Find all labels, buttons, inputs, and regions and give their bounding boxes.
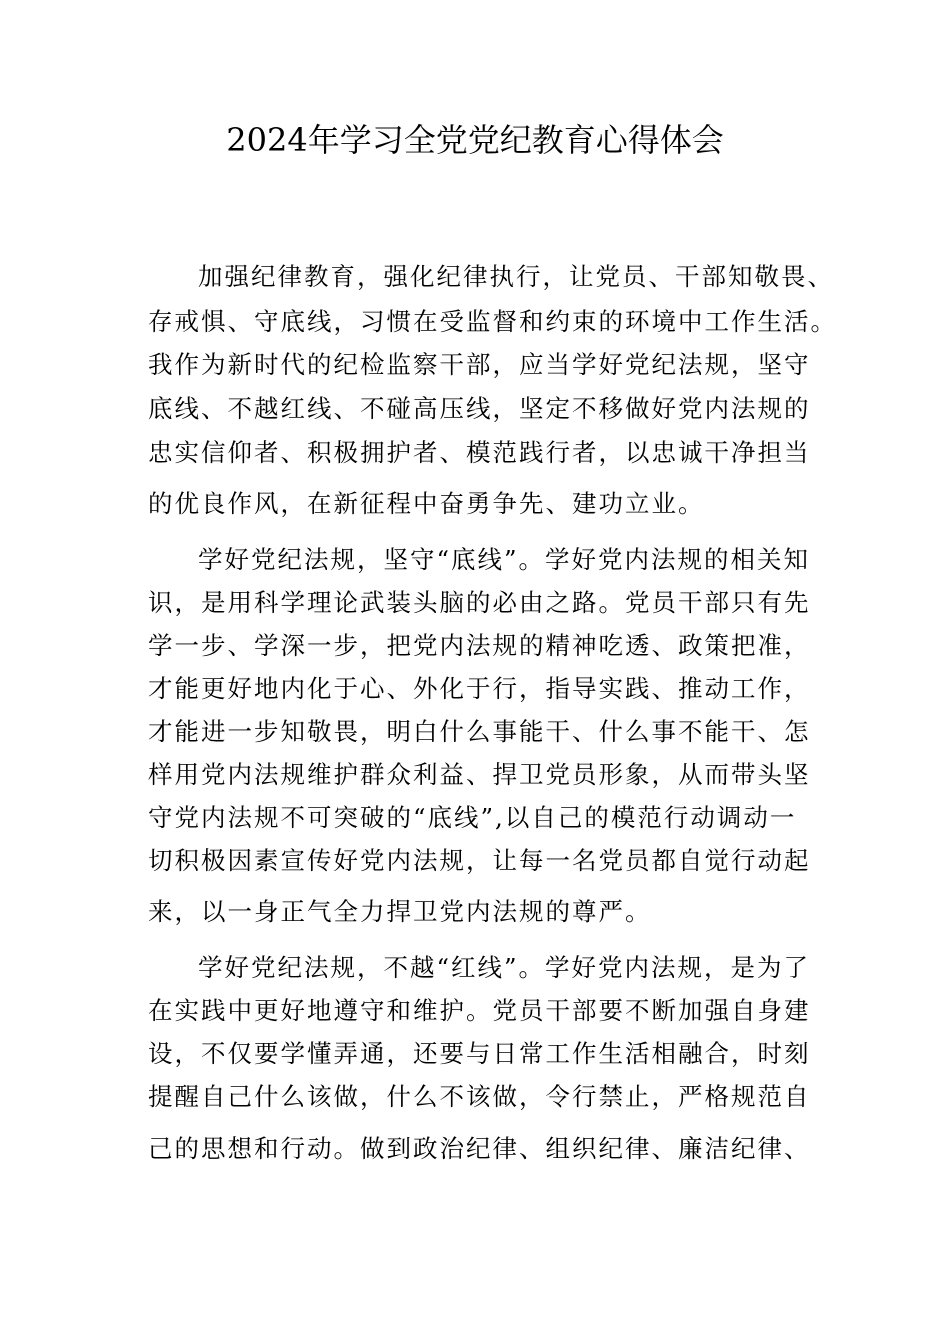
paragraph-line: 守党内法规不可突破的“底线”,以自己的模范行动调动一: [148, 803, 797, 832]
paragraph-line: 来，以一身正气全力捍卫党内法规的尊严。: [148, 897, 652, 926]
paragraph-line: 存戒惧、守底线，习惯在受监督和约束的环境中工作生活。: [148, 307, 837, 336]
paragraph-line: 忠实信仰者、积极拥护者、模范践行者，以忠诚干净担当: [148, 438, 811, 467]
paragraph-line: 样用党内法规维护群众利益、捍卫党员形象，从而带头坚: [148, 760, 811, 789]
paragraph-line: 在实践中更好地遵守和维护。党员干部要不断加强自身建: [148, 996, 811, 1025]
paragraph-line: 己的思想和行动。做到政治纪律、组织纪律、廉洁纪律、: [148, 1134, 811, 1163]
paragraph-line: 加强纪律教育，强化纪律执行，让党员、干部知敬畏、: [198, 262, 834, 291]
paragraph-line: 才能进一步知敬畏，明白什么事能干、什么事不能干、怎: [148, 717, 811, 746]
paragraph-line: 设，不仅要学懂弄通，还要与日常工作生活相融合，时刻: [148, 1039, 811, 1068]
paragraph-line: 才能更好地内化于心、外化于行，指导实践、推动工作，: [148, 674, 811, 703]
paragraph-line: 识，是用科学理论武装头脑的必由之路。党员干部只有先: [148, 588, 811, 617]
paragraph-line: 我作为新时代的纪检监察干部，应当学好党纪法规，坚守: [148, 350, 811, 379]
paragraph-line: 学好党纪法规，坚守“底线”。学好党内法规的相关知: [198, 545, 811, 574]
paragraph-line: 学一步、学深一步，把党内法规的精神吃透、政策把准，: [148, 631, 811, 660]
paragraph-line: 提醒自己什么该做，什么不该做，令行禁止，严格规范自: [148, 1082, 811, 1111]
paragraph-line: 底线、不越红线、不碰高压线，坚定不移做好党内法规的: [148, 394, 811, 423]
paragraph-line: 的优良作风，在新征程中奋勇争先、建功立业。: [148, 489, 705, 518]
document-title: 2024年学习全党党纪教育心得体会: [226, 121, 724, 159]
paragraph-line: 切积极因素宣传好党内法规，让每一名党员都自觉行动起: [148, 846, 811, 875]
paragraph-line: 学好党纪法规，不越“红线”。学好党内法规，是为了: [198, 953, 811, 982]
